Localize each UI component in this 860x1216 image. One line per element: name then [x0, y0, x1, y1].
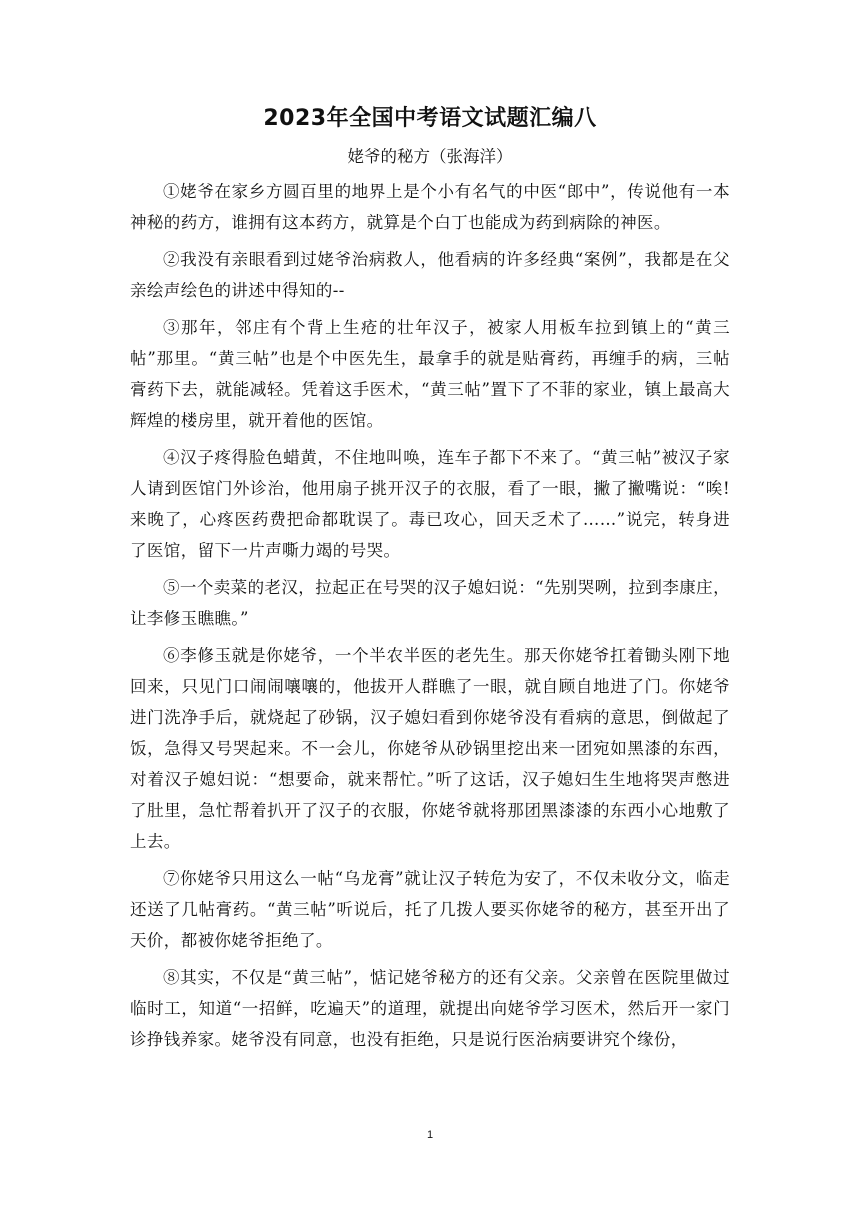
paragraph-2: ②我没有亲眼看到过姥爷治病救人，他看病的许多经典“案例”，我都是在父亲绘声绘色的讲述中得知的-- — [130, 250, 730, 300]
paragraph-6: ⑥李修玉就是你姥爷，一个半农半医的老先生。那天你姥爷扛着锄头刚下地回来，只见门口闹闹嚷嚷的，他拔开人群瞧了一眼，就自顾自地进了门。你姥爷进门洗净手后，就烧起了砂锅，汉子媳妇看到你姥爷没有看病的意思，倒做起了饭，急得又号哭起来。不一会儿，你姥爷从砂锅里挖出来一团宛如黑漆的东西，对着汉子媳妇说：“想要命，就来帮忙。”听了这话，汉子媳妇生生地将哭声憋进了肚里，急忙帮着扒开了汉子的衣服，你姥爷就将那团黑漆漆的东西小心地敷了上去。 — [130, 646, 730, 851]
page-number: 1 — [426, 1129, 434, 1141]
document-title: 2023年全国中考语文试题汇编八 — [263, 106, 597, 131]
paragraph-3: ③那年，邻庄有个背上生疮的壮年汉子，被家人用板车拉到镇上的“黄三帖”那里。“黄三帖”也是个中医先生，最拿手的就是贴膏药，再缠手的病，三帖膏药下去，就能减轻。凭着这手医术，“黄三帖”置下了不菲的家业，镇上最高大辉煌的楼房里，就开着他的医馆。 — [130, 318, 730, 430]
paragraph-4: ④汉子疼得脸色蜡黄，不住地叫唤，连车子都下不来了。“黄三帖”被汉子家人请到医馆门外诊治，他用扇子挑开汉子的衣服，看了一眼，撇了撇嘴说：“唉!来晚了，心疼医药费把命都耽误了。毒已攻心，回天乏术了……”说完，转身进了医馆，留下一片声嘶力竭的号哭。 — [130, 448, 730, 560]
paragraph-8: ⑧其实，不仅是“黄三帖”，惦记姥爷秘方的还有父亲。父亲曾在医院里做过临时工，知道“一招鲜，吃遍天”的道理，就提出向姥爷学习医术，然后开一家门诊挣钱养家。姥爷没有同意，也没有拒绝，只是说行医治病要讲究个缘份， — [130, 968, 730, 1049]
article-subtitle: 姥爷的秘方（张海洋） — [347, 147, 513, 166]
article-body — [130, 176, 730, 1061]
paragraph-5: ⑤一个卖菜的老汉，拉起正在号哭的汉子媳妇说：“先别哭咧，拉到李康庄，让李修玉瞧瞧。” — [130, 578, 730, 628]
paragraph-7: ⑦你姥爷只用这么一帖“乌龙膏”就让汉子转危为安了，不仅未收分文，临走还送了几帖膏药。“黄三帖”听说后，托了几拨人要买你姥爷的秘方，甚至开出了天价，都被你姥爷拒绝了。 — [130, 869, 730, 950]
paragraph-1: ①姥爷在家乡方圆百里的地界上是个小有名气的中医“郎中”，传说他有一本神秘的药方，谁拥有这本药方，就算是个白丁也能成为药到病除的神医。 — [130, 182, 730, 232]
